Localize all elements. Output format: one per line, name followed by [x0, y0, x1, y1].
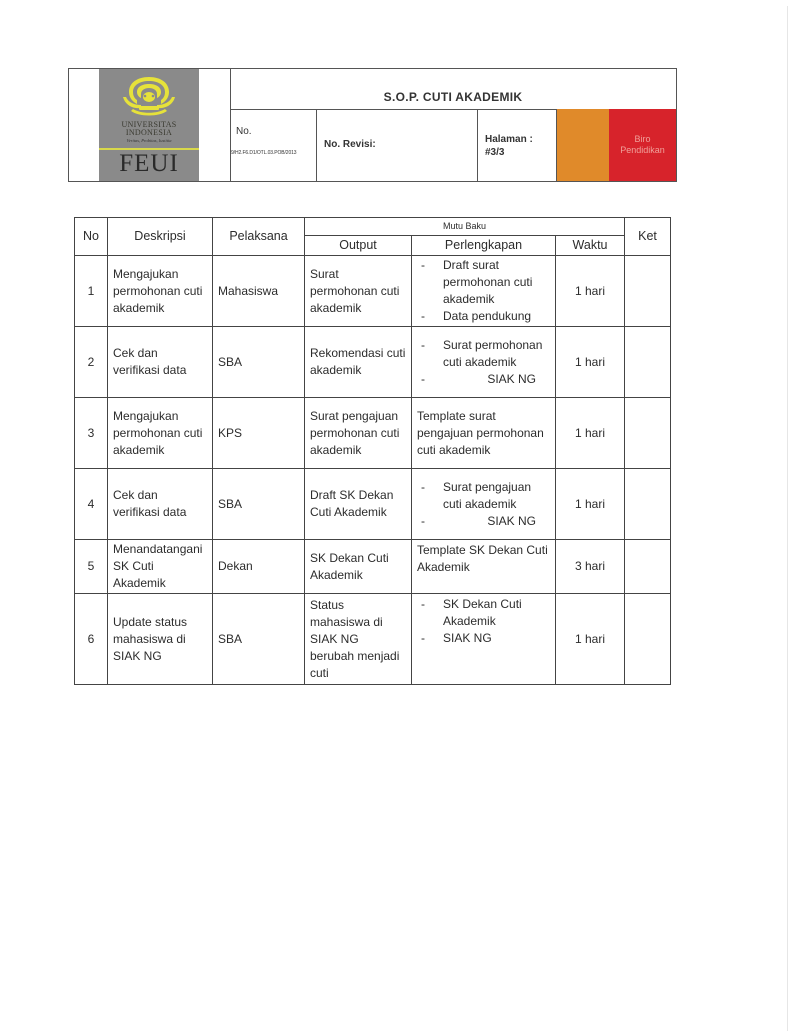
- cell-waktu: 1 hari: [556, 256, 625, 327]
- cell-ket: [625, 594, 671, 685]
- page-label-group: [485, 133, 533, 159]
- cell-waktu: 1 hari: [556, 327, 625, 398]
- cell-perlengkapan: [412, 256, 556, 327]
- cell-output: SK Dekan Cuti Akademik: [305, 540, 412, 594]
- table-row: [75, 256, 671, 327]
- cell-pelaksana: SBA: [213, 594, 305, 685]
- cell-pelaksana: Dekan: [213, 540, 305, 594]
- revision-label: No. Revisi:: [324, 139, 376, 150]
- feui-logo: [99, 69, 199, 181]
- cell-pelaksana: SBA: [213, 327, 305, 398]
- doc-number-label: No.: [236, 126, 252, 137]
- logo-university-name: UNIVERSITAS INDONESIA: [121, 120, 177, 137]
- logo-unit: FEUI: [119, 150, 179, 177]
- cell-waktu: 3 hari: [556, 540, 625, 594]
- perlengkapan-item: - SIAK NG: [417, 371, 550, 388]
- revision-cell: [317, 109, 478, 181]
- table-row: [75, 398, 671, 469]
- cell-deskripsi: Menandatangani SK Cuti Akademik: [108, 540, 213, 594]
- cell-perlengkapan: [412, 594, 556, 685]
- cell-output: Surat permohonan cuti akademik: [305, 256, 412, 327]
- doc-number-cell: [230, 109, 317, 181]
- perlengkapan-item: - SIAK NG: [417, 630, 550, 647]
- cell-ket: [625, 398, 671, 469]
- header-perlengkapan: Perlengkapan: [412, 236, 556, 256]
- cell-perlengkapan: Template SK Dekan Cuti Akademik: [412, 540, 556, 594]
- logo-motto: Veritas, Probitas, Iustitia: [126, 138, 172, 143]
- cell-no: 6: [75, 594, 108, 685]
- cell-pelaksana: SBA: [213, 469, 305, 540]
- cell-no: 2: [75, 327, 108, 398]
- title-row: [230, 69, 676, 110]
- page-cell: [478, 109, 557, 181]
- cell-waktu: 1 hari: [556, 398, 625, 469]
- cell-pelaksana: Mahasiswa: [213, 256, 305, 327]
- logo-cell: [69, 69, 231, 181]
- cell-ket: [625, 327, 671, 398]
- sop-header: [68, 68, 677, 182]
- perlengkapan-item: - Data pendukung: [417, 308, 550, 325]
- cell-perlengkapan: Template surat pengajuan permohonan cuti akademik: [412, 398, 556, 469]
- header-mutu-baku: Mutu Baku: [305, 218, 625, 236]
- unit-badge-line1: Biro: [634, 134, 651, 144]
- page-value: #3/3: [485, 147, 505, 158]
- perlengkapan-item: - SK Dekan Cuti Akademik: [417, 596, 550, 630]
- scan-artifact-line: [787, 6, 788, 1031]
- cell-output: Surat pengajuan permohonan cuti akademik: [305, 398, 412, 469]
- cell-no: 1: [75, 256, 108, 327]
- cell-ket: [625, 256, 671, 327]
- cell-perlengkapan: [412, 469, 556, 540]
- cell-output: Status mahasiswa di SIAK NG berubah menjadi cuti: [305, 594, 412, 685]
- perlengkapan-item: - SIAK NG: [417, 513, 550, 530]
- header-deskripsi: Deskripsi: [108, 218, 213, 256]
- table-row: [75, 540, 671, 594]
- perlengkapan-item: - Draft surat permohonan cuti akademik: [417, 257, 550, 308]
- cell-output: Draft SK Dekan Cuti Akademik: [305, 469, 412, 540]
- cell-ket: [625, 469, 671, 540]
- cell-deskripsi: Mengajukan permohonan cuti akademik: [108, 256, 213, 327]
- cell-waktu: 1 hari: [556, 469, 625, 540]
- doc-number-value: 9/H2.F6.D1/OTL.03.POB/2013: [231, 150, 297, 156]
- orange-color-block: [557, 109, 609, 181]
- cell-deskripsi: Cek dan verifikasi data: [108, 469, 213, 540]
- header-waktu: Waktu: [556, 236, 625, 256]
- perlengkapan-item: - Surat permohonan cuti akademik: [417, 337, 550, 371]
- table-row: [75, 327, 671, 398]
- makara-emblem-icon: [117, 75, 181, 119]
- perlengkapan-item: - Surat pengajuan cuti akademik: [417, 479, 550, 513]
- cell-ket: [625, 540, 671, 594]
- page-title: S.O.P. CUTI AKADEMIK: [383, 90, 523, 104]
- header-output: Output: [305, 236, 412, 256]
- cell-deskripsi: Update status mahasiswa di SIAK NG: [108, 594, 213, 685]
- sop-table: [74, 217, 671, 685]
- cell-no: 5: [75, 540, 108, 594]
- page-label: Halaman :: [485, 134, 533, 145]
- cell-no: 3: [75, 398, 108, 469]
- table-row: [75, 469, 671, 540]
- header-pelaksana: Pelaksana: [213, 218, 305, 256]
- cell-deskripsi: Mengajukan permohonan cuti akademik: [108, 398, 213, 469]
- cell-output: Rekomendasi cuti akademik: [305, 327, 412, 398]
- header-ket: Ket: [625, 218, 671, 256]
- cell-perlengkapan: [412, 327, 556, 398]
- cell-pelaksana: KPS: [213, 398, 305, 469]
- cell-waktu: 1 hari: [556, 594, 625, 685]
- unit-badge-line2: Pendidikan: [620, 145, 665, 155]
- header-no: No: [75, 218, 108, 256]
- table-row: [75, 594, 671, 685]
- cell-no: 4: [75, 469, 108, 540]
- unit-badge: [609, 109, 676, 181]
- cell-deskripsi: Cek dan verifikasi data: [108, 327, 213, 398]
